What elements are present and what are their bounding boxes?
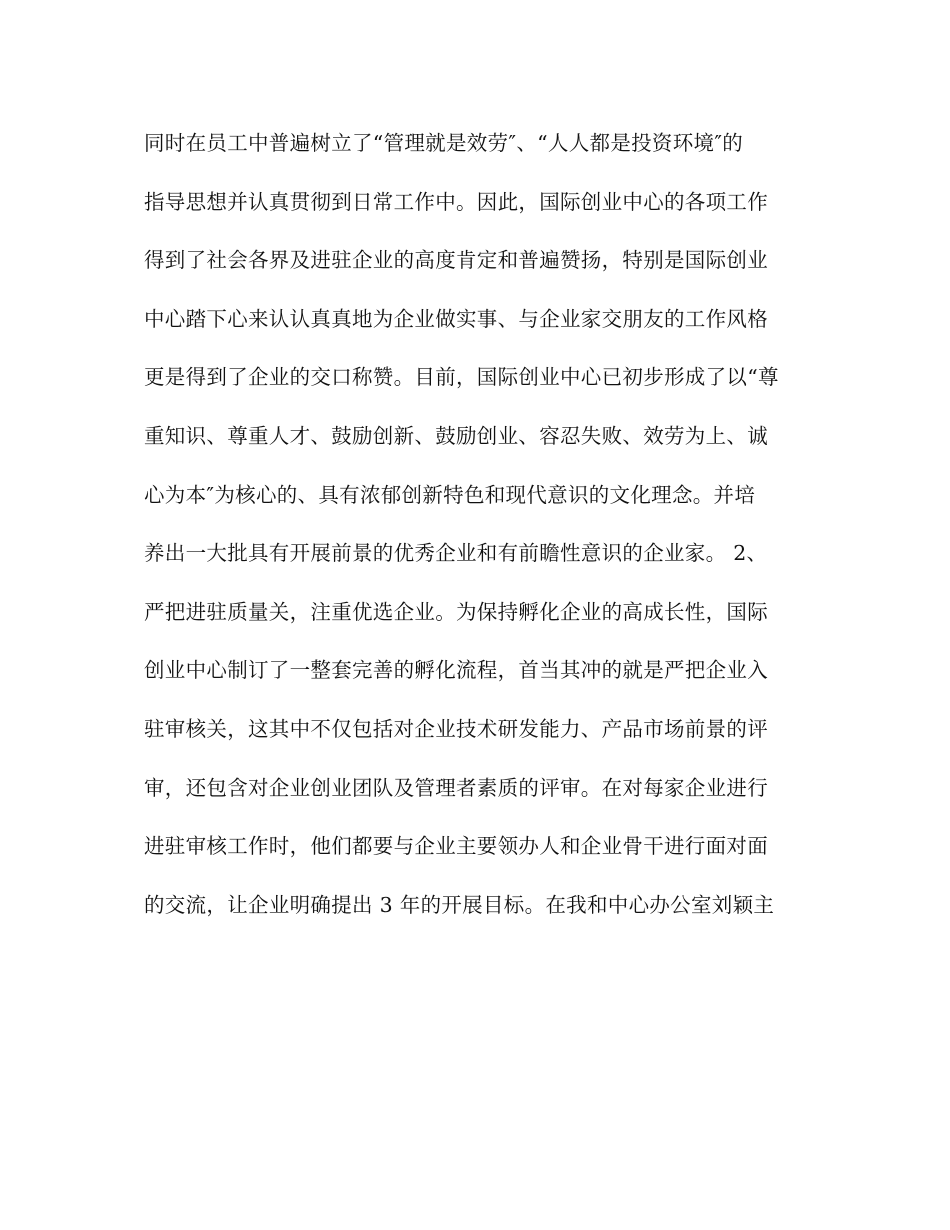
text-line: 更是得到了企业的交口称赞。目前，国际创业中心已初步形成了以“尊 (144, 365, 779, 390)
text-line: 重知识、尊重人才、鼓励创新、鼓励创业、容忍失败、效劳为上、诚 (144, 423, 768, 448)
text-line: 养出一大批具有开展前景的优秀企业和有前瞻性意识的企业家。 2、 (144, 541, 768, 566)
text-line: 指导思想并认真贯彻到日常工作中。因此，国际创业中心的各项工作 (144, 189, 768, 214)
text-line: 进驻审核工作时，他们都要与企业主要领办人和企业骨干进行面对面 (144, 834, 768, 859)
text-line: 严把进驻质量关，注重优选企业。为保持孵化企业的高成长性，国际 (144, 599, 768, 624)
body-text (144, 120, 814, 940)
text-line: 的交流，让企业明确提出 3 年的开展目标。在我和中心办公室刘颖主 (144, 892, 775, 917)
text-line: 心为本″为核心的、具有浓郁创新特色和现代意识的文化理念。并培 (144, 482, 756, 507)
text-line: 同时在员工中普遍树立了“管理就是效劳″、“人人都是投资环境″的 (144, 131, 744, 155)
text-line: 审，还包含对企业创业团队及管理者素质的评审。在对每家企业进行 (144, 775, 768, 800)
text-line: 创业中心制订了一整套完善的孵化流程，首当其冲的就是严把企业入 (144, 658, 768, 683)
text-line: 得到了社会各界及进驻企业的高度肯定和普遍赞扬，特别是国际创业 (144, 248, 768, 273)
text-line: 驻审核关，这其中不仅包括对企业技术研发能力、产品市场前景的评 (144, 716, 768, 741)
text-line: 中心踏下心来认认真真地为企业做实事、与企业家交朋友的工作风格 (144, 306, 768, 331)
